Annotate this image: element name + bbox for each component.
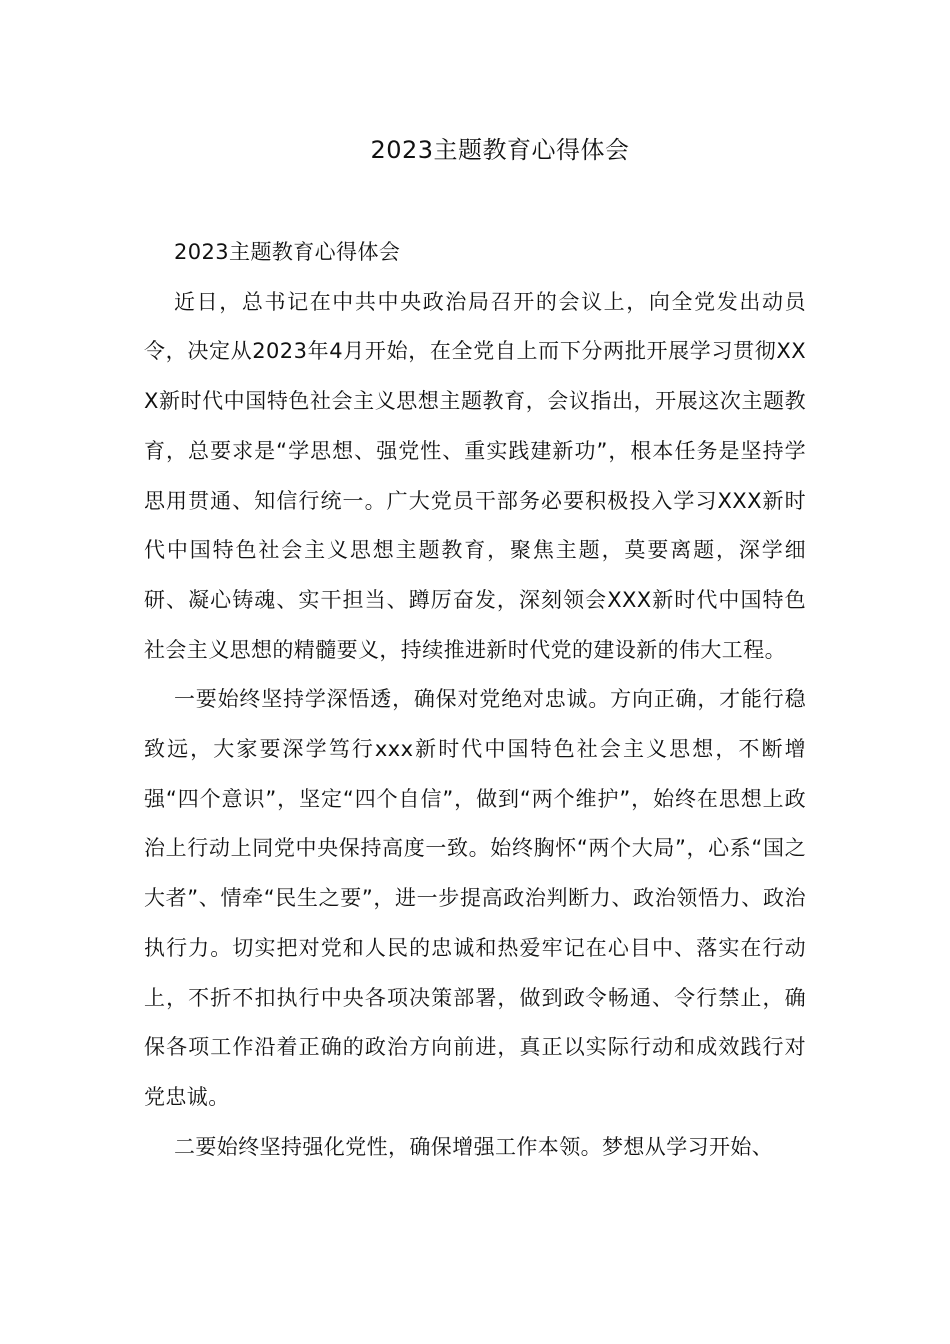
paragraph-point-two: 二要始终坚持强化党性，确保增强工作本领。梦想从学习开始、	[174, 1134, 774, 1159]
paragraph-heading: 2023主题教育心得体会	[174, 240, 401, 264]
paragraph-intro: 近日，总书记在中共中央政治局召开的会议上，向全党发出动员令，决定从2023年4月开始，在全党自上而下分两批开展学习贯彻XXX新时代中国特色社会主义思想主题教育，会议指出，开展这次主题教育，总要求是“学思想、强党性、重实践建新功”，根本任务是坚持学思用贯通、知信行统一。广大党员干部务必要积极投入学习XXX新时代中国特色社会主义思想主题教育，聚焦主题，莫要离题，深学细研、凝心铸魂、实干担当、蹲厉奋发，深刻领会XXX新时代中国特色社会主义思想的精髓要义，持续推进新时代党的建设新的伟大工程。	[144, 289, 806, 662]
document-body	[144, 228, 806, 1172]
paragraph-point-one: 一要始终坚持学深悟透，确保对党绝对忠诚。方向正确，才能行稳致远，大家要深学笃行xxx新时代中国特色社会主义思想，不断增强“四个意识”，坚定“四个自信”，做到“两个维护”，始终在思想上政治上行动上同党中央保持高度一致。始终胸怀“两个大局”，心系“国之大者”、情牵“民生之要”，进一步提高政治判断力、政治领悟力、政治执行力。切实把对党和人民的忠诚和热爱牢记在心目中、落实在行动上，不折不扣执行中央各项决策部署，做到政令畅通、令行禁止，确保各项工作沿着正确的政治方向前进，真正以实际行动和成效践行对党忠诚。	[144, 687, 806, 1109]
document-title: 2023主题教育心得体会	[370, 136, 630, 164]
